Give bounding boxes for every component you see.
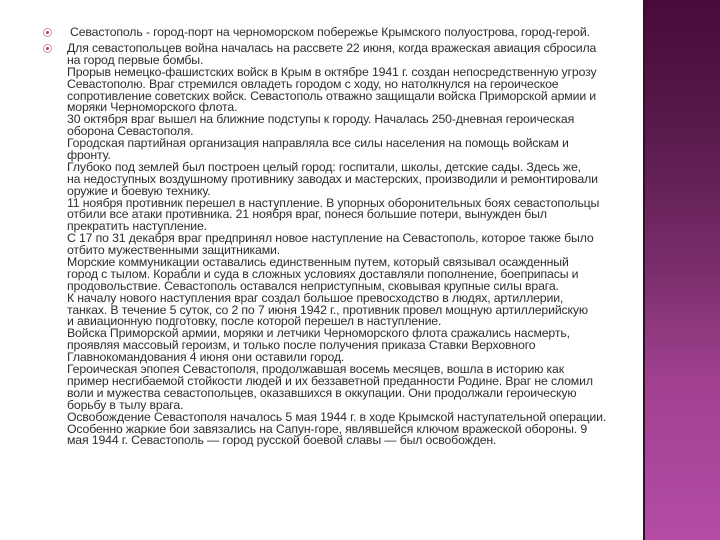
bullet-paragraph-2 (67, 43, 606, 447)
circle-dot-icon (43, 44, 52, 53)
text-line: Прорыв немецко-фашистских войск в Крым в октябре 1941 г. создан непосредственную угрозу (67, 64, 597, 79)
text-line: Севастополю. Враг стремился овладеть городом с ходу, но натолкнулся на героическое (67, 76, 559, 91)
text-line: продовольствие. Севастополь оставался неприступным, сковывая крупные силы врага. (67, 278, 559, 293)
text-line: отбили все атаки противника. 21 ноября враг, понеся большие потери, вынужден был (67, 207, 547, 222)
text-line: фронту. (67, 148, 111, 163)
text-line: Для севастопольцев война началась на рассвете 22 июня, когда вражеская авиация сбросила (67, 41, 597, 55)
text-line: Глубоко под землей был построен целый город: госпитали, школы, детские сады. Здесь же, (67, 159, 581, 174)
bullet-paragraph-1 (70, 27, 590, 39)
text-line: С 17 по 31 декабря враг предпринял новое наступление на Севастополь, которое также было (67, 231, 594, 246)
text-line: Главнокомандования 4 июня они оставили город. (67, 350, 345, 365)
text-line: прекратить наступление. (67, 219, 207, 234)
text-line: на недоступных воздушному противнику заводах и мастерских, производили и ремонтировали (67, 171, 598, 186)
text-line: на город первые бомбы. (67, 52, 204, 67)
text-line: Особенно жаркие бои завязались на Сапун-горе, являвшейся ключом вражеской обороны. 9 (67, 421, 588, 436)
text-line: Севастополь - город-порт на черноморском побережье Крымского полуострова, город-герой. (70, 25, 590, 39)
text-line: оружие и боевую технику. (67, 183, 211, 198)
text-line: мая 1944 г. Севастополь — город русской боевой славы — был освобожден. (67, 433, 497, 448)
text-line: танках. В течение 5 суток, со 2 по 7 июня 1942 г., противник провел мощную артиллерийскую (67, 302, 588, 317)
text-line: борьбу в тылу врага. (67, 397, 184, 412)
text-line: отбито мужественными защитниками. (67, 243, 281, 258)
text-line: 11 ноября противник перешел в наступление. В упорных оборонительных боях севастопольцы (67, 195, 600, 210)
circle-dot-icon (43, 28, 52, 37)
text-line: проявляя массовый героизм, и только после получения приказа Ставки Верховного (67, 338, 536, 353)
text-line: моряки Черноморского флота. (67, 100, 238, 115)
text-line: сопротивление советских войск. Севастополь отважно защищали войска Приморской армии и (67, 88, 597, 103)
text-line: пример несгибаемой стойкости людей и их беззаветной преданности Родине. Враг не сломил (67, 373, 593, 388)
text-line: Героическая эпопея Севастополя, продолжавшая восемь месяцев, вошла в историю как (67, 362, 564, 377)
text-line: Городская партийная организация направляла все силы населения на помощь войскам и (67, 136, 569, 151)
text-line: воли и мужества севастопольцев, оказавшихся в оккупации. Они продолжали героическую (67, 385, 577, 400)
text-line: Морские коммуникации оставались единственным путем, который связывал осажденный (67, 255, 569, 270)
text-line: Освобождение Севастополя началось 5 мая 1944 г. в ходе Крымской наступательной операции. (67, 409, 607, 424)
text-line: оборона Севастополя. (67, 124, 194, 139)
text-line: город с тылом. Корабли и суда в сложных условиях доставляли пополнение, боеприпасы и (67, 266, 579, 281)
text-line: и авиационную подготовку, после которой перешел в наступление. (67, 314, 442, 329)
decorative-side-bar (643, 0, 720, 540)
text-line: Войска Приморской армии, моряки и летчики Черноморского флота сражались насмерть, (67, 326, 570, 341)
text-line: К началу нового наступления враг создал большое превосходство в людях, артиллерии, (67, 290, 564, 305)
text-line: 30 октября враг вышел на ближние подступы к городу. Началась 250-дневная героическая (67, 112, 575, 127)
